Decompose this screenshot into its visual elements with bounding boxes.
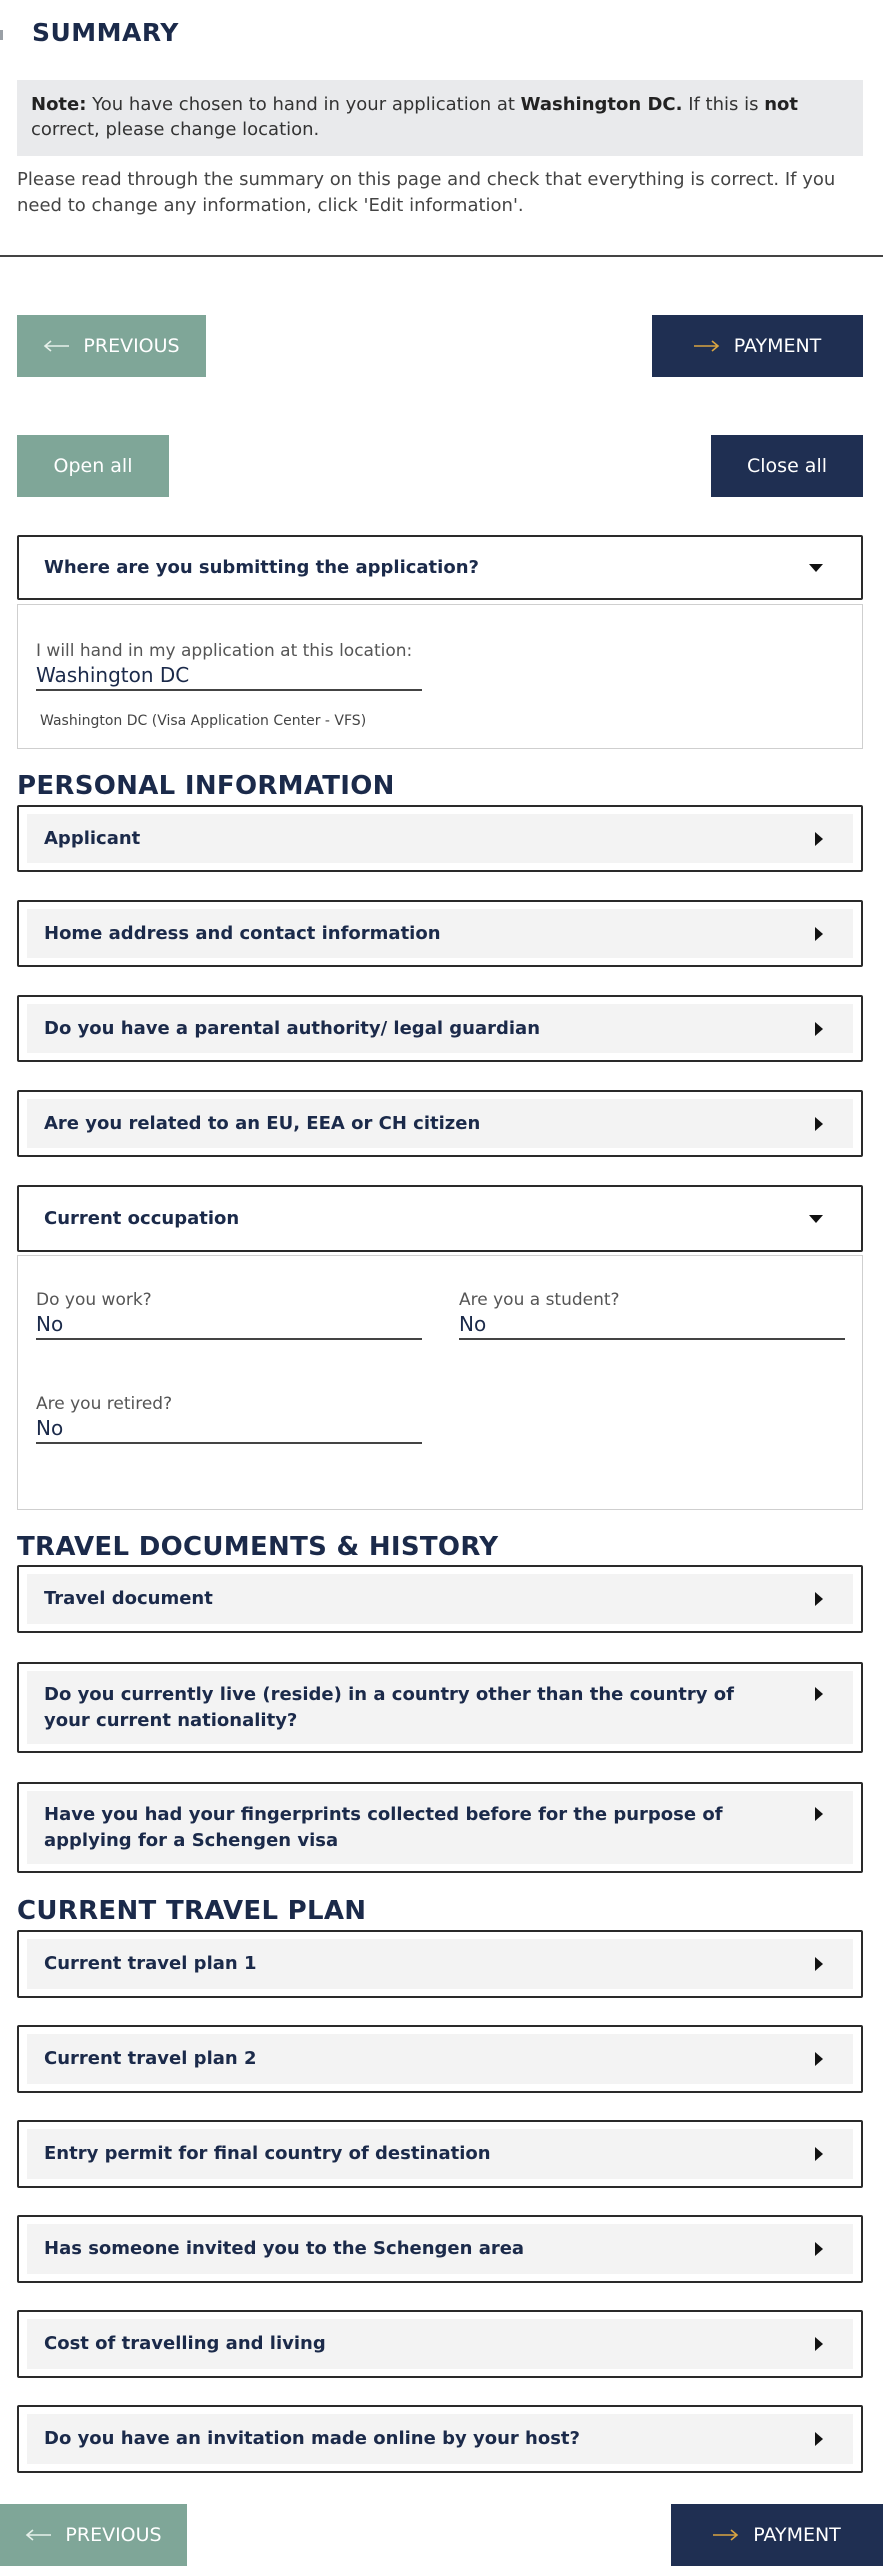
caret-right-icon [815,1022,823,1036]
accordion-label: Current travel plan 2 [44,2048,257,2069]
accordion-residence[interactable] [17,1662,863,1753]
accordion-travel-plan-2[interactable] [17,2025,863,2093]
accordion-legal-guardian[interactable] [17,995,863,1062]
location-note [17,80,863,156]
work-field [36,1290,422,1340]
accordion-label: Home address and contact information [44,922,441,944]
note-not: not [764,94,799,115]
note-location: Washington DC. [520,94,683,115]
location-field-value: Washington DC [36,663,422,691]
arrow-left-icon [25,2529,51,2541]
retired-label: Are you retired? [36,1394,173,1414]
section-personal-information: PERSONAL INFORMATION [17,771,395,801]
previous-button-top[interactable] [17,315,206,377]
caret-right-icon [815,927,823,941]
accordion-label: Do you have a parental authority/ legal guardian [44,1017,541,1039]
caret-right-icon [815,1117,823,1131]
retired-value: No [36,1416,422,1444]
accordion-label: Are you related to an EU, EEA or CH citizen [44,1112,481,1134]
student-value: No [459,1312,845,1340]
section-current-travel-plan: CURRENT TRAVEL PLAN [17,1896,367,1926]
work-label: Do you work? [36,1290,152,1310]
location-field-label: I will hand in my application at this location: [36,641,413,661]
section-travel-documents: TRAVEL DOCUMENTS & HISTORY [17,1532,499,1562]
note-text-3: correct, please change location. [31,119,320,140]
location-field [36,641,422,691]
previous-label: PREVIOUS [83,335,180,357]
arrow-left-icon [43,340,69,352]
accordion-label: Entry permit for final country of destination [44,2143,491,2164]
accordion-label: Has someone invited you to the Schengen area [44,2238,525,2259]
caret-right-icon [815,2337,823,2351]
accordion-label: Current occupation [44,1207,240,1229]
previous-label: PREVIOUS [65,2524,162,2546]
note-prefix: Note: [31,94,87,115]
accordion-label: Cost of travelling and living [44,2333,326,2354]
work-value: No [36,1312,422,1340]
accordion-applicant[interactable] [17,805,863,872]
accordion-label: Travel document [44,1588,213,1609]
application-center: Washington DC (Visa Application Center - VFS) [40,713,367,729]
caret-right-icon [815,2147,823,2161]
accordion-entry-permit[interactable] [17,2120,863,2188]
accordion-online-invitation[interactable] [17,2405,863,2473]
caret-right-icon [815,1687,823,1701]
accordion-label: Have you had your fingerprints collected before for the purpose of applying for a Schengen visa [44,1803,723,1851]
accordion-home-address[interactable] [17,900,863,967]
student-label: Are you a student? [459,1290,620,1310]
caret-right-icon [815,1592,823,1606]
retired-field [36,1394,422,1444]
accordion-label: Where are you submitting the application? [44,556,479,578]
accordion-fingerprints[interactable] [17,1782,863,1873]
previous-button-bottom[interactable] [0,2504,187,2566]
left-edge-marker [0,30,3,40]
accordion-current-occupation[interactable] [17,1185,863,1252]
accordion-submission-location[interactable] [17,535,863,600]
occupation-panel [17,1255,863,1510]
accordion-eu-relation[interactable] [17,1090,863,1157]
payment-button-bottom[interactable] [671,2504,883,2566]
accordion-label: Current travel plan 1 [44,1953,257,1974]
note-text-1: You have chosen to hand in your application at [86,94,521,115]
caret-right-icon [815,832,823,846]
accordion-travel-plan-1[interactable] [17,1930,863,1998]
note-text-2: If this is [682,94,765,115]
accordion-label: Do you currently live (reside) in a country other than the country of your current nationality? [44,1683,734,1731]
accordion-travel-document[interactable] [17,1565,863,1633]
intro-text: Please read through the summary on this page and check that everything is correct. If you need to change any information, click 'Edit information'. [17,169,836,216]
caret-right-icon [815,1957,823,1971]
accordion-label: Do you have an invitation made online by your host? [44,2428,580,2449]
open-all-button[interactable]: Open all [17,435,169,497]
accordion-cost-of-travel[interactable] [17,2310,863,2378]
page-title: SUMMARY [32,18,179,47]
accordion-invitation[interactable] [17,2215,863,2283]
submission-panel [17,604,863,749]
caret-down-icon [809,1215,823,1223]
caret-down-icon [809,564,823,572]
accordion-label: Applicant [44,827,141,849]
payment-button-top[interactable] [652,315,863,377]
divider [0,255,883,257]
caret-right-icon [815,1807,823,1821]
payment-label: PAYMENT [753,2524,841,2546]
arrow-right-icon [713,2529,739,2541]
close-all-button[interactable]: Close all [711,435,863,497]
caret-right-icon [815,2052,823,2066]
student-field [459,1290,845,1340]
caret-right-icon [815,2242,823,2256]
arrow-right-icon [694,340,720,352]
payment-label: PAYMENT [733,335,822,357]
caret-right-icon [815,2432,823,2446]
